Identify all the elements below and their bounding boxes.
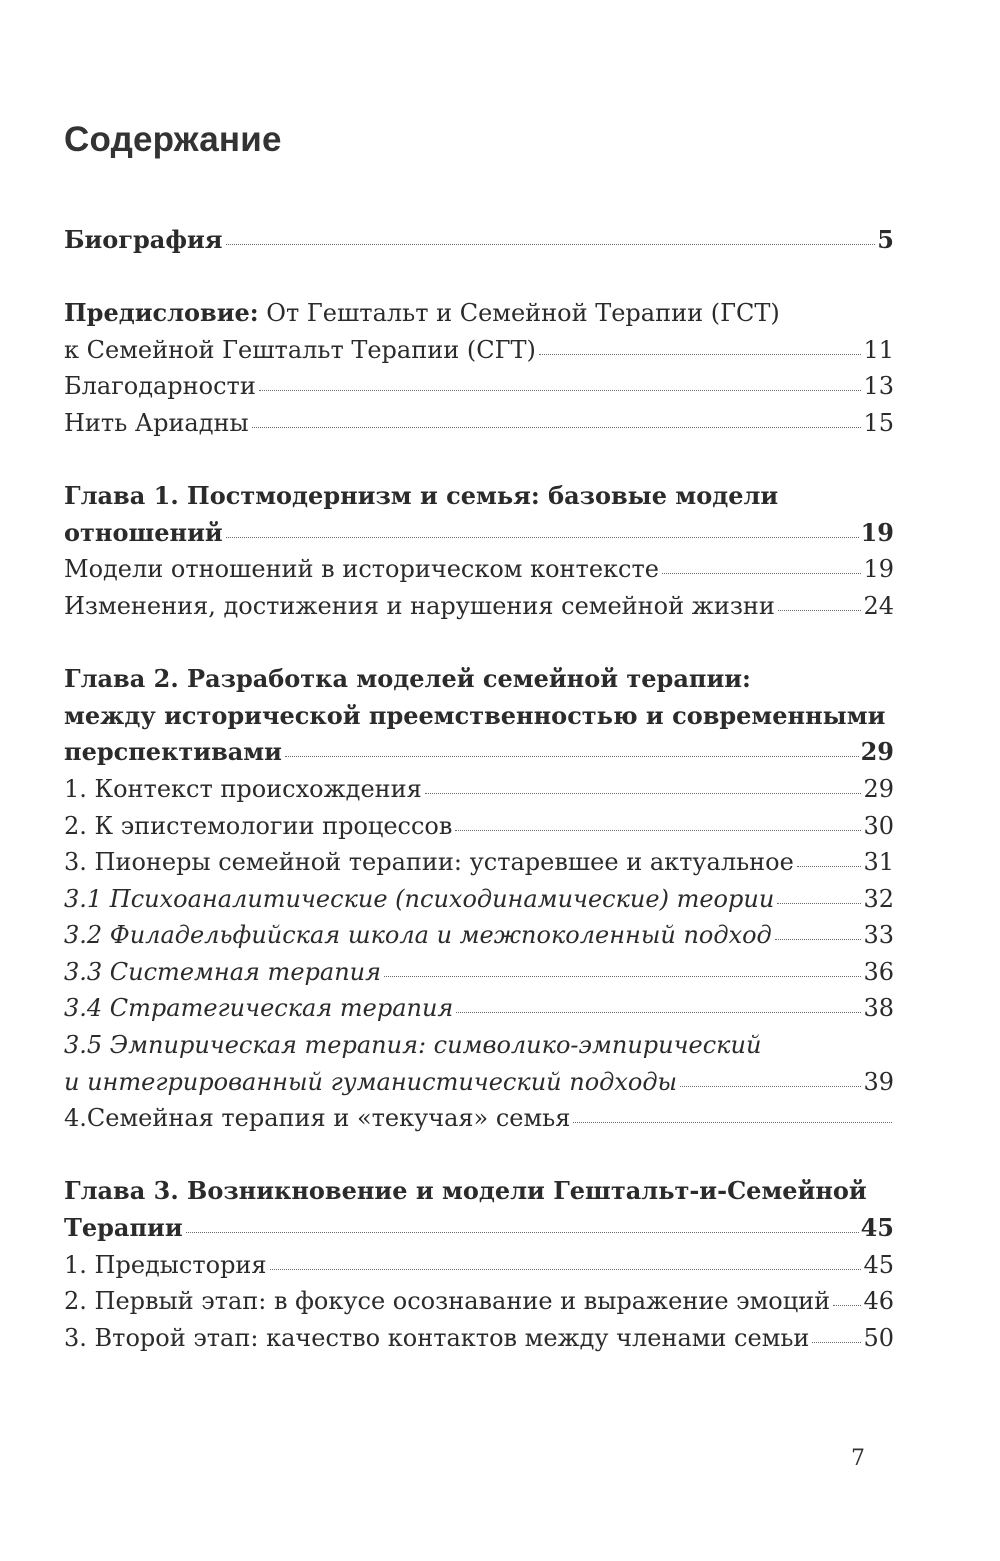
dot-leader xyxy=(270,1269,862,1270)
toc-chapter-1[interactable] xyxy=(64,515,894,552)
toc-entry-page: 36 xyxy=(863,957,894,986)
chapter-title: отношений xyxy=(64,517,223,547)
toc-entry-label: 2. К эпистемологии процессов xyxy=(64,811,453,840)
toc-entry-label: 3.1 Психоаналитические (психодинамические) теории xyxy=(64,884,775,913)
toc-entry-page: 19 xyxy=(860,517,894,547)
toc-entry-biography[interactable] xyxy=(64,222,894,259)
toc-subentry[interactable] xyxy=(64,881,894,918)
toc-chapter-2-line1[interactable] xyxy=(64,661,894,698)
dot-leader xyxy=(226,537,859,538)
section-gap xyxy=(64,259,894,296)
dot-leader xyxy=(812,1342,861,1343)
toc-entry[interactable] xyxy=(64,1283,894,1320)
dot-leader xyxy=(833,1305,861,1306)
dot-leader xyxy=(259,390,862,391)
toc-entry-label: Изменения, достижения и нарушения семейной жизни xyxy=(64,591,775,620)
toc-entry-page: 30 xyxy=(863,811,894,840)
section-gap xyxy=(64,625,894,662)
dot-leader xyxy=(252,427,862,428)
toc-chapter-1-line1[interactable] xyxy=(64,478,894,515)
toc-entry-preface[interactable] xyxy=(64,332,894,369)
toc-entry-page: 24 xyxy=(863,591,894,620)
toc-entry[interactable] xyxy=(64,1100,894,1137)
toc-entry[interactable] xyxy=(64,844,894,881)
preface-title-line1: От Гештальт и Семейной Терапии (ГСТ) xyxy=(258,299,780,328)
toc-entry-page: 15 xyxy=(863,408,894,437)
toc-chapter-2-line2[interactable] xyxy=(64,698,894,735)
toc-entry-preface-line1[interactable] xyxy=(64,295,894,332)
chapter-title: Глава 3. Возникновение и модели Гештальт-и-Семейной xyxy=(64,1176,867,1206)
dot-leader xyxy=(455,830,861,831)
dot-leader xyxy=(797,866,862,867)
dot-leader xyxy=(777,903,861,904)
toc-subentry-line1[interactable] xyxy=(64,1027,894,1064)
toc-entry-label: 3. Второй этап: качество контактов между членами семьи xyxy=(64,1323,810,1352)
chapter-title: Глава 1. Постмодернизм и семья: базовые модели xyxy=(64,481,779,511)
toc-entry-page: 11 xyxy=(863,335,894,364)
chapter-title: Терапии xyxy=(64,1213,183,1243)
toc-entry-label: и интегрированный гуманистический подходы xyxy=(64,1067,678,1096)
toc-chapter-3[interactable] xyxy=(64,1210,894,1247)
toc-entry-page: 46 xyxy=(863,1287,894,1316)
toc-entry-label xyxy=(64,295,780,332)
toc-subentry[interactable] xyxy=(64,954,894,991)
toc-entry[interactable] xyxy=(64,588,894,625)
toc-entry-label: Нить Ариадны xyxy=(64,408,249,437)
toc-entry-page: 38 xyxy=(863,994,894,1023)
preface-bold-label: Предисловие: xyxy=(64,298,259,328)
toc-entry-label: 3.2 Филадельфийская школа и межпоколенный подход xyxy=(64,921,772,950)
toc-entry-label: 4.Семейная терапия и «текучая» семья xyxy=(64,1104,571,1133)
toc-entry-page: 29 xyxy=(860,737,894,767)
dot-leader xyxy=(285,756,859,757)
dot-leader xyxy=(573,1122,892,1123)
dot-leader xyxy=(226,244,876,245)
section-gap xyxy=(64,442,894,479)
toc-entry-page: 39 xyxy=(863,1067,894,1096)
dot-leader xyxy=(775,939,862,940)
toc-entry[interactable] xyxy=(64,1320,894,1357)
toc-entry-page: 29 xyxy=(863,774,894,803)
toc-subentry[interactable] xyxy=(64,990,894,1027)
toc-subentry[interactable] xyxy=(64,1064,894,1101)
dot-leader xyxy=(384,976,861,977)
dot-leader xyxy=(539,354,862,355)
toc-entry-label: Благодарности xyxy=(64,372,256,401)
toc-entry[interactable] xyxy=(64,1247,894,1284)
toc-entry-label: 3.3 Системная терапия xyxy=(64,957,381,986)
toc-entry-page: 31 xyxy=(863,848,894,877)
chapter-title: между исторической преемственностью и современными xyxy=(64,700,886,730)
toc-entry-label: 1. Предыстория xyxy=(64,1250,267,1279)
toc-entry-thanks[interactable] xyxy=(64,368,894,405)
toc-chapter-2[interactable] xyxy=(64,734,894,771)
toc-entry-label: 3.4 Стратегическая терапия xyxy=(64,994,454,1023)
toc-entry-page: 19 xyxy=(863,555,894,584)
toc-entry-label: Биография xyxy=(64,225,223,254)
dot-leader xyxy=(425,793,862,794)
toc-entry-page: 50 xyxy=(863,1323,894,1352)
toc-entry-page: 33 xyxy=(863,921,894,950)
toc-entry-ariadne[interactable] xyxy=(64,405,894,442)
toc-entry-page: 32 xyxy=(863,884,894,913)
toc-entry-label: 3. Пионеры семейной терапии: устаревшее и актуальное xyxy=(64,848,794,877)
toc-entry-label: 1. Контекст происхождения xyxy=(64,774,422,803)
dot-leader xyxy=(778,610,862,611)
dot-leader xyxy=(662,573,862,574)
dot-leader xyxy=(680,1086,861,1087)
toc-entry-label: 3.5 Эмпирическая терапия: символико-эмпирический xyxy=(64,1031,762,1060)
chapter-title: Глава 2. Разработка моделей семейной терапии: xyxy=(64,664,751,694)
table-of-contents xyxy=(64,222,894,1356)
toc-entry[interactable] xyxy=(64,771,894,808)
toc-entry-page: 45 xyxy=(860,1213,894,1243)
toc-entry-label: Модели отношений в историческом контексте xyxy=(64,555,659,584)
page-number: 7 xyxy=(851,1446,865,1471)
toc-entry-label: к Семейной Гештальт Терапии (СГТ) xyxy=(64,335,536,364)
toc-subentry[interactable] xyxy=(64,917,894,954)
toc-entry-label: 2. Первый этап: в фокусе осознавание и выражение эмоций xyxy=(64,1287,831,1316)
toc-entry-page: 5 xyxy=(877,225,894,254)
toc-entry-page: 45 xyxy=(863,1250,894,1279)
chapter-title: перспективами xyxy=(64,737,282,767)
dot-leader xyxy=(456,1012,861,1013)
toc-entry-page: 13 xyxy=(863,372,894,401)
toc-chapter-3-line1[interactable] xyxy=(64,1173,894,1210)
toc-entry[interactable] xyxy=(64,808,894,845)
section-gap xyxy=(64,1137,894,1174)
dot-leader xyxy=(186,1232,859,1233)
toc-entry[interactable] xyxy=(64,551,894,588)
page-title: Содержание xyxy=(64,120,282,159)
